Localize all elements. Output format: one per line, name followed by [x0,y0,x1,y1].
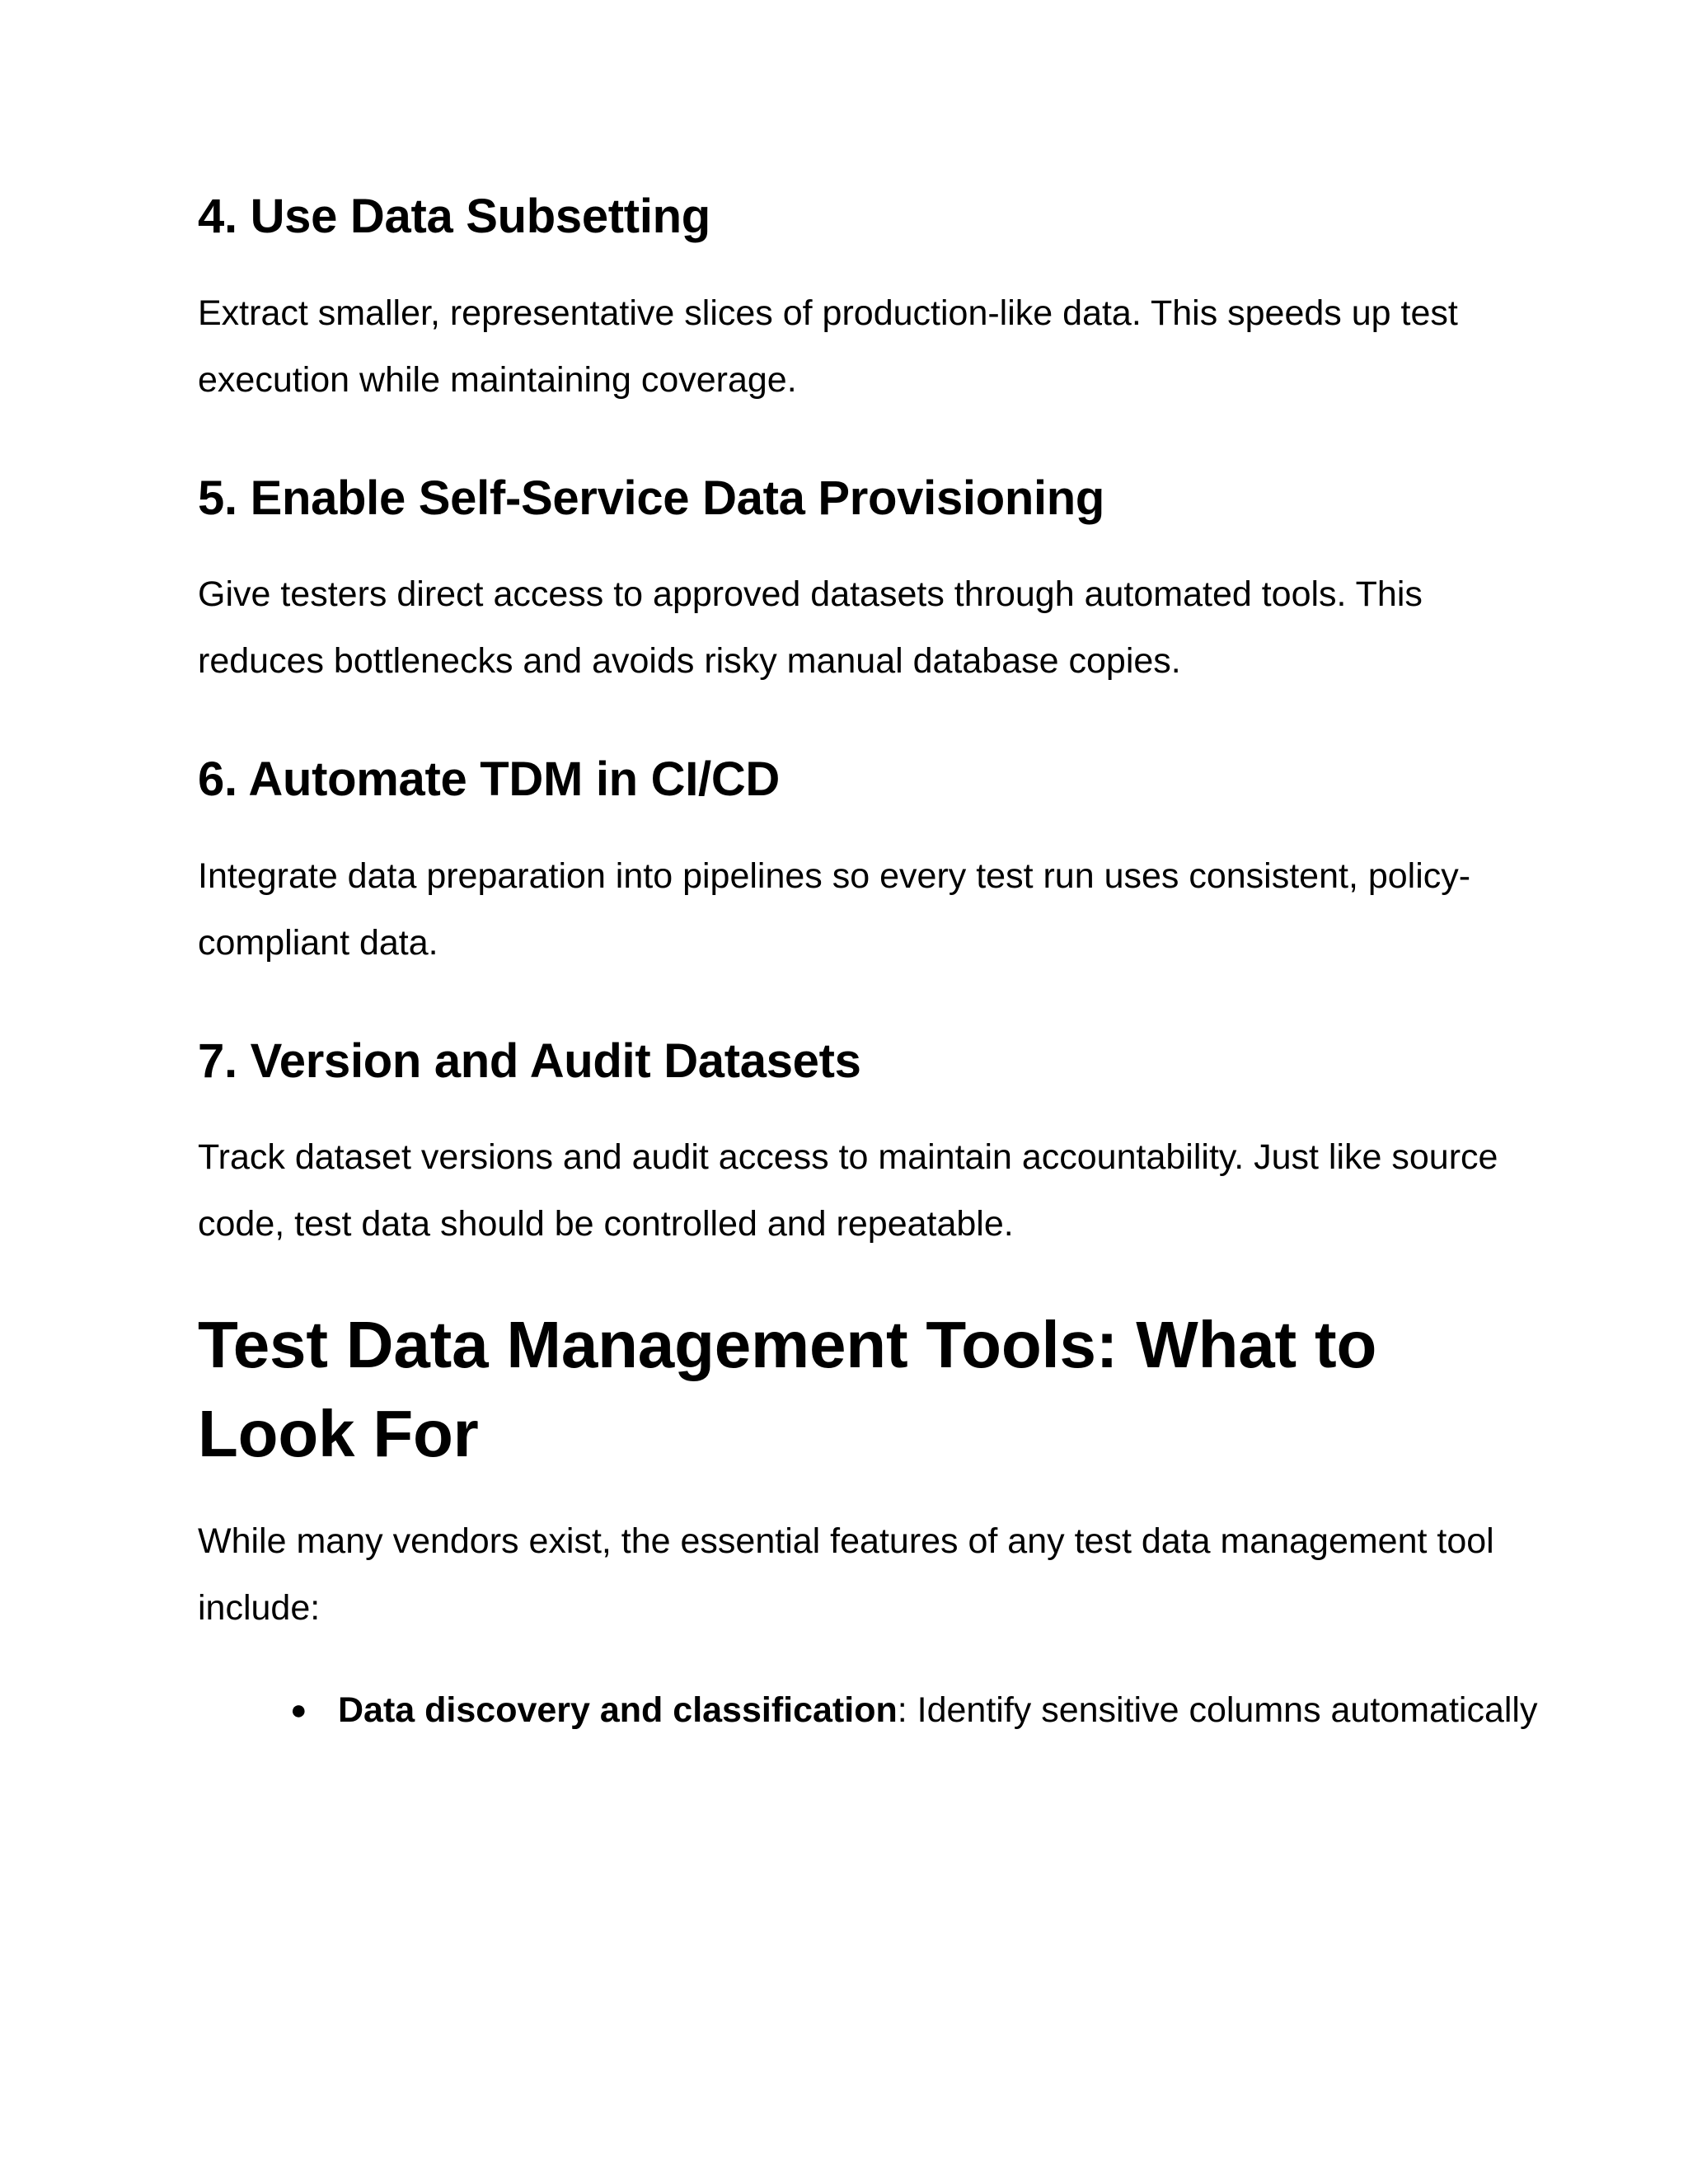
section-body-version-audit: Track dataset versions and audit access to maintain accountability. Just like source code, test data should be controlled and repeatable. [198,1137,1498,1244]
document-content [198,188,1538,1746]
list-item [198,1675,1558,1746]
feature-term: Data discovery and classification [338,1690,898,1731]
section-body-automate-tdm: Integrate data preparation into pipelines so every test run uses consistent, policy-compliant data. [198,855,1471,963]
section-body-self-service: Give testers direct access to approved datasets through automated tools. This reduces bottlenecks and avoids risky manual database copies. [198,574,1423,682]
bullet-icon: ● [290,1694,307,1727]
feature-list [198,1675,1538,1746]
tools-heading: Test Data Management Tools: What to Look For [198,1308,1377,1471]
section-heading-automate-tdm: 6. Automate TDM in CI/CD [198,752,780,807]
section-heading-self-service: 5. Enable Self-Service Data Provisioning [198,471,1105,525]
tools-intro: While many vendors exist, the essential features of any test data management tool include: [198,1521,1494,1629]
section-body-data-subsetting: Extract smaller, representative slices of production-like data. This speeds up test execution while maintaining coverage. [198,293,1458,400]
feature-description: : Identify sensitive columns automatically [897,1690,1538,1731]
section-heading-data-subsetting: 4. Use Data Subsetting [198,190,710,243]
section-heading-version-audit: 7. Version and Audit Datasets [198,1033,861,1088]
